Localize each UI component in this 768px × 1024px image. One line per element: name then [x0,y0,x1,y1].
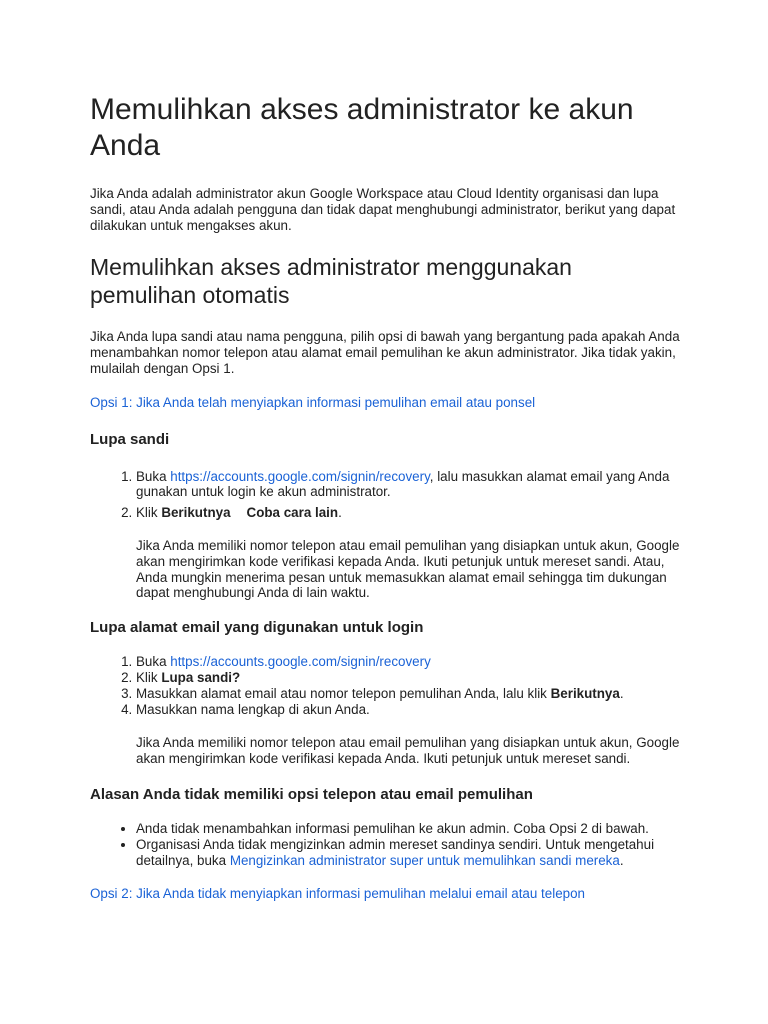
section-heading: Memulihkan akses administrator menggunakan pemulihan otomatis [90,254,572,309]
step-text: , lalu masukkan alamat email yang Anda gunakan untuk login ke akun administrator. [136,468,670,500]
section-intro-paragraph: Jika Anda lupa sandi atau nama pengguna, pilih opsi di bawah yang bergantung pada apakah Anda menambahkan nomor telepon atau alamat email pemulihan ke akun administrator. Jika tidak yakin, mulailah dengan Opsi 1. [90,329,680,376]
forgot-email-note: Jika Anda memiliki nomor telepon atau email pemulihan yang disiapkan untuk akun, Google akan mengirimkan kode verifikasi kepada Anda. Ikuti petunjuk untuk mereset sandi. [136,735,680,767]
option2-link[interactable]: Opsi 2: Jika Anda tidak menyiapkan informasi pemulihan melalui email atau telepon [90,886,585,902]
list-item [136,686,680,702]
page-title: Memulihkan akses administrator ke akun Anda [90,93,634,162]
intro-paragraph: Jika Anda adalah administrator akun Google Workspace atau Cloud Identity organisasi dan lupa sandi, atau Anda adalah pengguna dan tidak dapat menghubungi administrator, berikut yang dapat dilakukan untuk mengakses akun. [90,186,676,233]
option2-paragraph [90,886,680,902]
step-text: Klik [136,669,162,685]
forgot-email-steps [90,654,680,717]
no-options-reasons [90,821,680,868]
list-item [136,505,680,521]
next-label: Berikutnya [161,505,231,521]
list-item [136,654,680,670]
try-another-way-label: Coba cara lain [246,505,339,521]
step-text: Buka [136,468,171,484]
allow-super-admin-link[interactable]: Mengizinkan administrator super untuk memulihkan sandi mereka [229,852,620,868]
list-item: 4. Masukkan nama lengkap di akun Anda. [136,702,680,718]
step-text: . [619,685,624,701]
option1-paragraph [90,395,680,411]
list-item [136,469,680,501]
step-text: . [338,505,342,521]
forgot-password-steps [90,469,680,521]
list-item: • Anda tidak menambahkan informasi pemulihan ke akun admin. Coba Opsi 2 di bawah. [136,821,680,837]
recovery-link[interactable]: https://accounts.google.com/signin/recovery [170,654,431,670]
forgot-password-label: Lupa sandi? [161,669,241,685]
step-text: Masukkan alamat email atau nomor telepon pemulihan Anda, lalu klik [136,685,551,701]
next-label: Berikutnya [550,685,620,701]
forgot-password-heading: Lupa sandi [90,430,170,448]
list-item [136,837,680,869]
step-text: Klik [136,505,162,521]
forgot-password-note: Jika Anda memiliki nomor telepon atau email pemulihan yang disiapkan untuk akun, Google akan mengirimkan kode verifikasi kepada Anda. Ikuti petunjuk untuk mereset sandi. Atau, Anda mungkin menerima pesan untuk memasukkan alamat email sehingga tim dukungan dapat menghubungi Anda di lain waktu. [136,537,680,601]
forgot-email-heading: Lupa alamat email yang digunakan untuk login [90,619,424,637]
reason-text: Organisasi Anda tidak mengizinkan admin mereset sandinya sendiri. Untuk mengetahui detailnya, buka [136,836,655,868]
no-options-heading: Alasan Anda tidak memiliki opsi telepon atau email pemulihan [90,785,533,803]
recovery-link[interactable]: https://accounts.google.com/signin/recovery [170,468,430,484]
option1-link[interactable]: Opsi 1: Jika Anda telah menyiapkan informasi pemulihan email atau ponsel [90,394,536,410]
list-item [136,670,680,686]
step-text: Buka [136,654,171,670]
reason-text: . [619,852,624,868]
document-page [90,0,680,902]
